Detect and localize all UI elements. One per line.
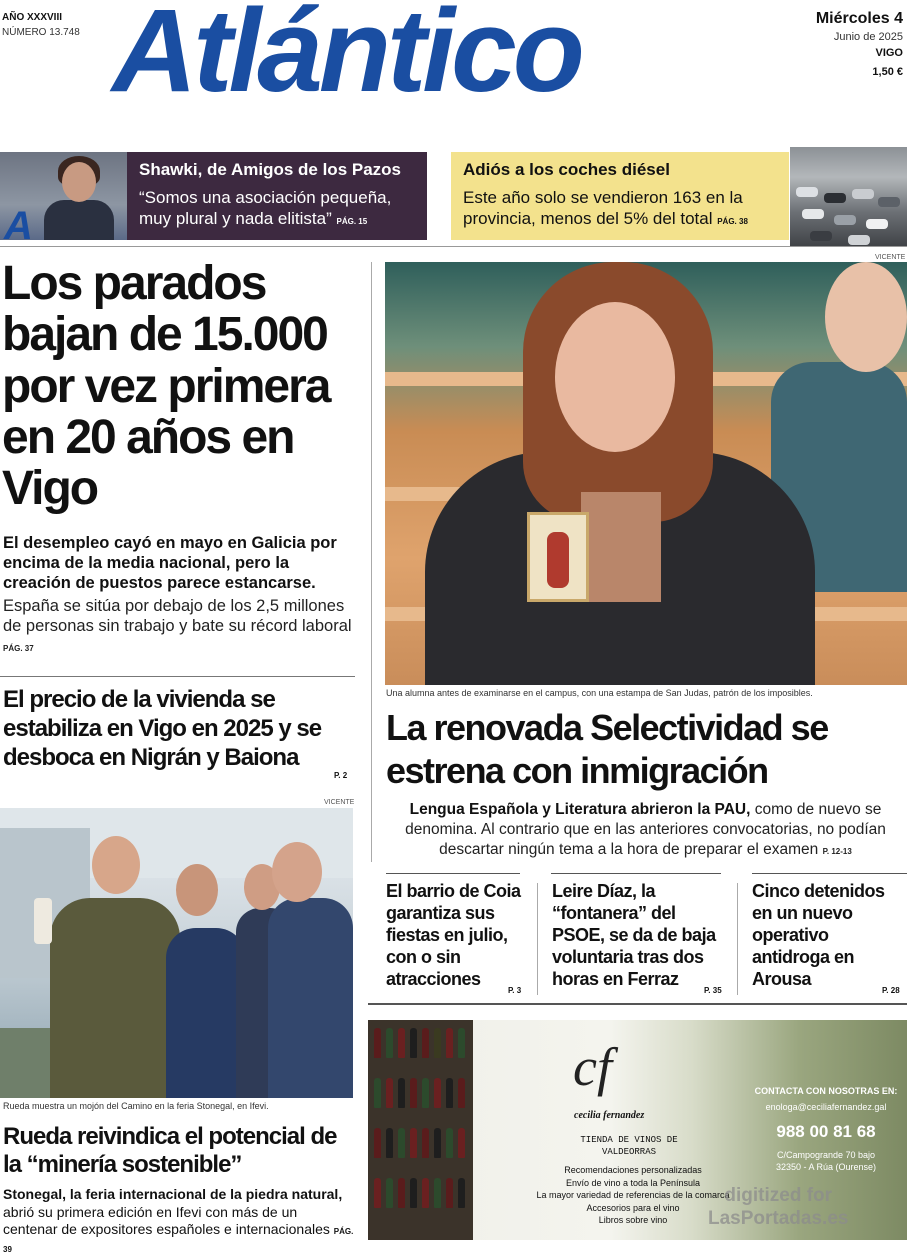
housing-headline[interactable]: El precio de la vivienda se estabiliza en Vigo en 2025 y se desboca en Nigrán y Baiona [3, 686, 322, 771]
page-ref: P. 3 [508, 986, 522, 995]
column-rule [737, 883, 738, 995]
page-ref: P. 2 [334, 771, 348, 780]
page-ref: PÁG. 38 [717, 217, 748, 227]
page-ref: P. 28 [882, 986, 900, 995]
main-deck: El desempleo cayó en mayo en Galicia por encima de la media nacional, pero la creación de puestos parece estancarse. [3, 534, 337, 592]
newspaper-logo[interactable]: Atlántico [112, 0, 581, 117]
cars-photo [790, 147, 907, 247]
photo-credit: VICENTE [875, 254, 906, 261]
teaser-title: Adiós a los coches diésel [463, 160, 670, 179]
year-label: AÑO XXXVIII [2, 12, 63, 23]
date-month: Junio de 2025 [833, 31, 903, 43]
teaser-text: Este año solo se vendieron 163 en la provincia, menos del 5% del total PÁG. 38 [463, 188, 748, 229]
brief-coia[interactable]: El barrio de Coia garantiza sus fiestas en julio, con o sin atracciones [386, 881, 521, 989]
ad-tagline: TIENDA DE VINOS DE VALDEORRAS [580, 1135, 678, 1157]
main-body: España se sitúa por debajo de los 2,5 millones de personas sin trabajo y bate su récord laboral PÁG. 37 [3, 597, 352, 653]
rueda-headline[interactable]: Rueda reivindica el potencial de la “minería sostenible” [3, 1123, 337, 1179]
selectividad-deck: Lengua Española y Literatura abrieron la PAU, como de nuevo se denomina. Al contrario que en las anteriores convocatorias, no podían descartar ningún tema a la hora de preparar el examen P. 12-13 [405, 801, 886, 859]
wine-shelf-photo [368, 1020, 473, 1240]
student-photo [385, 262, 907, 685]
ad-service-item: Libros sobre vino [598, 1215, 668, 1226]
page-ref: PÁG. 15 [336, 217, 368, 227]
edition-city: VIGO [875, 47, 903, 59]
column-rule [537, 883, 538, 995]
selectividad-headline[interactable]: La renovada Selectividad se estrena con inmigración [386, 707, 828, 792]
divider [752, 873, 907, 874]
divider [386, 873, 520, 874]
page-ref: PÁG. 39 [3, 1227, 354, 1254]
shawki-photo [0, 152, 127, 240]
page-ref: PÁG. 37 [3, 643, 34, 653]
date-day: Miércoles 4 [815, 10, 903, 27]
teaser-diesel[interactable] [451, 152, 789, 240]
divider [368, 1003, 907, 1005]
brief-arousa[interactable]: Cinco detenidos en un nuevo operativo antidroga en Arousa [752, 881, 885, 989]
ad-service-item: Recomendaciones personalizadas [564, 1165, 702, 1175]
main-headline[interactable]: Los parados bajan de 15.000 por vez primera en 20 años en Vigo [2, 257, 330, 516]
ad-email[interactable]: enologa@ceciliafernandez.gal [765, 1102, 887, 1112]
price: 1,50 € [872, 66, 903, 78]
ad-phone[interactable]: 988 00 81 68 [776, 1122, 876, 1141]
rueda-photo [0, 808, 353, 1098]
column-rule [371, 262, 372, 862]
photo-credit: VICENTE [324, 799, 355, 806]
teaser-text: “Somos una asociación pequeña, muy plural y nada elitista” PÁG. 15 [139, 188, 392, 229]
ad-address: C/Campogrande 70 bajo 32350 - A Rúa (Ourense) [775, 1150, 877, 1172]
logo-a-icon: A [4, 204, 33, 240]
page-ref: P. 35 [704, 986, 722, 995]
ad-service-item: Envío de vino a toda la Península [565, 1177, 701, 1188]
ad-logo: cf [573, 1037, 612, 1097]
ad-service-item: La mayor variedad de referencias de la comarca [536, 1190, 730, 1201]
rueda-deck: Stonegal, la feria internacional de la piedra natural, abrió su primera edición en Ifevi con más de un centenar de expositores españoles e internacionales PÁG. 39 [3, 1186, 354, 1254]
brief-leire-diaz[interactable]: Leire Díaz, la “fontanera” del PSOE, se da de baja voluntaria tras dos horas en Ferraz [552, 881, 716, 989]
divider [0, 246, 907, 247]
ad-brand-name: cecilia fernandez [574, 1110, 645, 1121]
page-ref: P. 12-13 [822, 847, 852, 857]
photo-caption: Rueda muestra un mojón del Camino en la feria Stonegal, en Ifevi. [3, 1101, 269, 1111]
issue-number: NÚMERO 13.748 [2, 27, 80, 38]
teaser-shawki[interactable] [0, 152, 427, 240]
teaser-title: Shawki, de Amigos de los Pazos [139, 160, 401, 179]
divider [0, 676, 355, 677]
ad-contact-label: CONTACTA CON NOSOTRAS EN: [754, 1086, 898, 1096]
ad-service-item: Accesorios para el vino [586, 1202, 680, 1213]
watermark: digitized for LasPortadas.es [708, 1185, 849, 1229]
divider [551, 873, 721, 874]
photo-caption: Una alumna antes de examinarse en el campus, con una estampa de San Judas, patrón de los imposibles. [386, 688, 813, 698]
